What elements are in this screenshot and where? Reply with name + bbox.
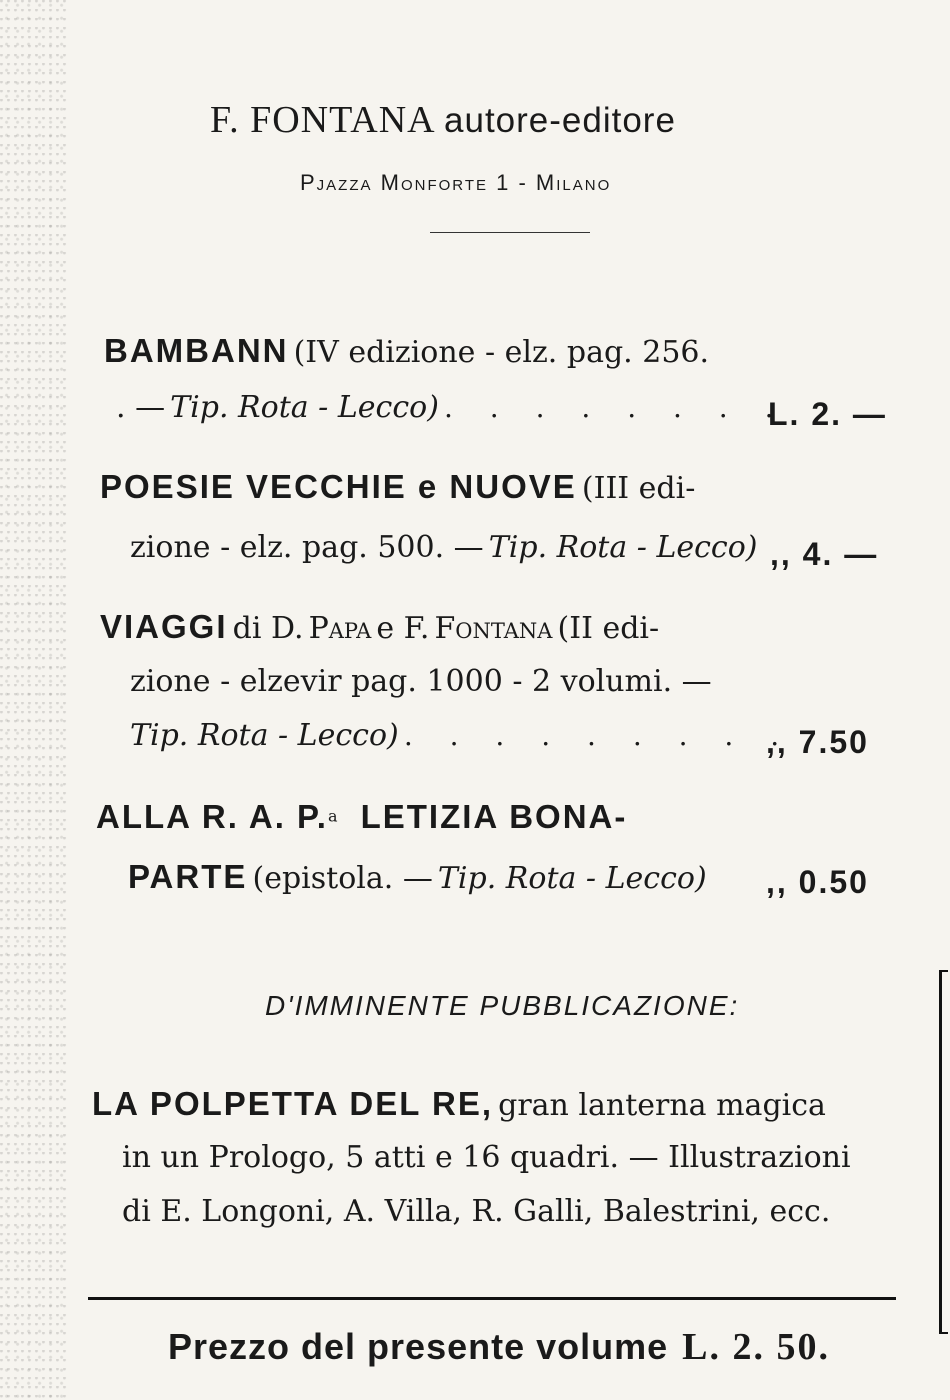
book-details: (IV edizione - elz. pag. 256. [293, 335, 710, 370]
book-price: ,, 7.50 [766, 724, 869, 760]
book-details: zione - elz. pag. 500. — [130, 530, 484, 565]
book-details: (epistola. — [252, 861, 433, 896]
book-author: Papa [308, 611, 372, 646]
book-title: LETIZIA BONA- [360, 798, 628, 835]
book-title: POESIE VECCHIE e NUOVE [100, 468, 577, 505]
book-entry-1-line-2 [116, 390, 788, 425]
book-printer: Tip. Rota - Lecco) [437, 861, 707, 896]
book-details: (III edi- [581, 471, 696, 506]
book-title: PARTE [128, 858, 248, 895]
book-author: Fontana [434, 611, 553, 646]
page-edge-speckle [0, 0, 70, 1400]
book-entry-1-line-1 [104, 332, 709, 370]
volume-price [168, 1325, 830, 1369]
book-entry-2-line-1 [100, 468, 695, 506]
book-entry-4-line-2 [128, 858, 707, 896]
publisher-role: autore-editore [444, 101, 676, 140]
book-entry-4-line-1 [96, 798, 627, 836]
leader-dots: . . . . . . . . [444, 391, 788, 424]
book-details: zione - elzevir pag. 1000 - 2 volumi. — [130, 664, 712, 699]
upcoming-title: LA POLPETTA DEL RE, [92, 1085, 494, 1122]
upcoming-heading: D'IMMINENTE PUBBLICAZIONE: [265, 990, 740, 1021]
upcoming-details: gran lanterna magica [498, 1088, 826, 1123]
book-entry-3-line-3 [130, 718, 793, 753]
book-entry-3-line-1 [100, 608, 659, 646]
book-details: e F. [376, 611, 430, 646]
book-price: L. 2. — [768, 396, 887, 432]
book-details: . — [116, 390, 166, 425]
book-title: ALLA R. A. P. [96, 798, 328, 835]
publisher-heading [210, 98, 676, 142]
book-printer: Tip. Rota - Lecco) [488, 530, 758, 565]
book-details: (II edi- [557, 611, 660, 646]
header-divider [430, 232, 590, 233]
margin-bracket [939, 970, 948, 1334]
upcoming-details: in un Prologo, 5 atti e 16 quadri. — Illustrazioni [122, 1140, 851, 1175]
upcoming-entry-line-1 [92, 1085, 826, 1123]
book-price: ,, 0.50 [766, 864, 869, 900]
leader-dots: . . . . . . . . . [403, 719, 794, 752]
book-printer: Tip. Rota - Lecco) [130, 718, 399, 753]
book-printer: Tip. Rota - Lecco) [170, 390, 439, 425]
book-title: BAMBANN [104, 332, 289, 369]
book-price: ,, 4. — [770, 536, 879, 572]
book-entry-3-line-2 [130, 664, 712, 699]
volume-price-value: L. 2. 50. [682, 1326, 831, 1368]
footer-divider [88, 1297, 896, 1300]
book-title-superscript: a [327, 806, 338, 826]
book-title: VIAGGI [100, 608, 228, 645]
upcoming-details: di E. Longoni, A. Villa, R. Galli, Balestrini, ecc. [122, 1194, 831, 1229]
book-entry-2-line-2 [130, 530, 758, 565]
book-details: di D. [232, 611, 304, 646]
publisher-name: F. FONTANA [210, 99, 434, 141]
publisher-address: Pjazza Monforte 1 - Milano [300, 170, 612, 195]
volume-price-label: Prezzo del presente volume [168, 1326, 669, 1367]
